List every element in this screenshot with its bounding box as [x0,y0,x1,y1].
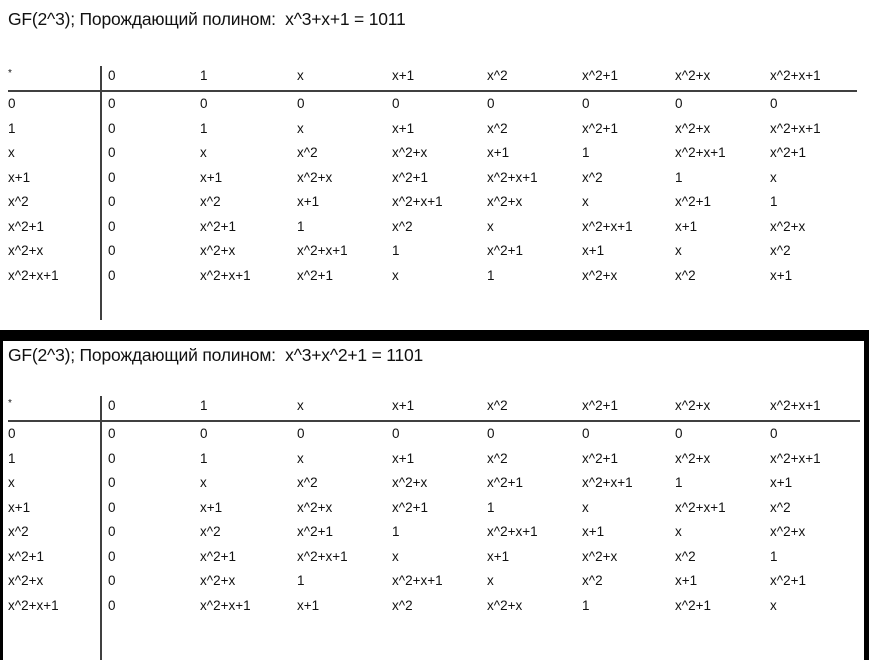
table-cell: x+1 [392,451,415,466]
table-cell: x+1 [487,145,510,160]
table-cell: 0 [108,500,116,515]
table-cell: x^2+1 [200,219,236,234]
table-cell: 0 [582,426,590,441]
table-cell: 0 [200,96,208,111]
table-cell: x [582,194,589,209]
table-cell: x^2+x [392,145,428,160]
table-cell: x^2+x [297,170,333,185]
table-title: GF(2^3); Порождающий полином: x^3+x+1 = 1011 [8,9,406,29]
table-cell: 1 [297,573,305,588]
table-cell: x [297,121,304,136]
table-cell: x+1 [582,243,605,258]
table-cell: 1 [392,243,400,258]
row-header: x^2+x [8,573,44,588]
table-cell: x^2+1 [297,268,333,283]
header-divider [8,90,857,92]
table-cell: x [770,598,777,613]
table-cell: x+1 [200,170,223,185]
column-header: x^2+1 [582,68,618,83]
row-header: x^2+1 [8,219,44,234]
table-cell: 0 [108,268,116,283]
table-cell: x^2+1 [392,500,428,515]
column-header: x^2 [487,398,508,413]
row-header: 0 [8,96,16,111]
table-cell: x^2+1 [582,451,618,466]
table-cell: 0 [392,96,400,111]
table-cell: 0 [108,96,116,111]
table-cell: x^2 [582,573,603,588]
row-header: 1 [8,451,16,466]
table-cell: x^2+1 [487,475,523,490]
table-cell: 0 [392,426,400,441]
table-cell: 0 [108,549,116,564]
table-cell: x [392,268,399,283]
table-cell: 0 [108,475,116,490]
table-cell: x^2+x+1 [487,524,538,539]
table-cell: x+1 [675,573,698,588]
table-cell: x^2 [392,598,413,613]
row-header: 1 [8,121,16,136]
table-cell: 0 [582,96,590,111]
table-cell: x+1 [770,475,793,490]
corner-cell: * [8,398,12,409]
table-cell: x^2+x+1 [770,451,821,466]
table-cell: x [487,573,494,588]
table-cell: 0 [108,219,116,234]
row-header: x^2+x [8,243,44,258]
table-cell: x^2+1 [297,524,333,539]
header-divider [8,420,860,422]
table-cell: x^2+x [770,219,806,234]
table-cell: x^2+x [487,598,523,613]
table-cell: 1 [675,475,683,490]
table-cell: 1 [582,598,590,613]
column-header: x [297,398,304,413]
table-cell: 1 [392,524,400,539]
table-cell: 1 [200,121,208,136]
row-header: x+1 [8,500,31,515]
table-cell: x^2 [770,243,791,258]
table-cell: x^2+x [200,573,236,588]
table-cell: 0 [487,426,495,441]
row-header: 0 [8,426,16,441]
table-cell: x+1 [297,194,320,209]
table-cell: x+1 [392,121,415,136]
row-header: x^2+x+1 [8,598,59,613]
table-cell: x [675,243,682,258]
row-header: x^2+1 [8,549,44,564]
table-cell: 0 [108,121,116,136]
table-cell: 0 [200,426,208,441]
table-cell: x^2+x+1 [582,475,633,490]
table-cell: 1 [770,194,778,209]
row-header-divider [100,66,102,320]
column-header: x^2+x [675,398,711,413]
table-cell: x^2+x+1 [487,170,538,185]
table-cell: x^2 [297,475,318,490]
table-cell: x^2+x+1 [200,598,251,613]
corner-cell: * [8,68,12,79]
table-cell: x [487,219,494,234]
table-cell: 0 [108,451,116,466]
table-cell: x+1 [297,598,320,613]
table-cell: x^2 [200,194,221,209]
table-cell: 1 [770,549,778,564]
table-cell: x^2+x+1 [297,549,348,564]
table-cell: x^2+1 [675,194,711,209]
column-header: 0 [108,68,116,83]
table-cell: x^2+x [582,268,618,283]
row-header: x [8,145,15,160]
table-cell: x^2+x [582,549,618,564]
table-title: GF(2^3); Порождающий полином: x^3+x^2+1 = 1101 [8,345,424,365]
panel-frame [0,330,869,660]
column-header: x^2+x+1 [770,68,821,83]
table-cell: 1 [200,451,208,466]
table-cell: 0 [487,96,495,111]
table-cell: x^2+x+1 [297,243,348,258]
table-cell: 0 [108,170,116,185]
multiplication-table-panel-1101 [3,341,864,660]
table-cell: 0 [108,426,116,441]
table-cell: x+1 [582,524,605,539]
table-cell: x^2+1 [200,549,236,564]
table-cell: 0 [108,145,116,160]
table-cell: x+1 [675,219,698,234]
table-cell: x^2+x+1 [582,219,633,234]
row-header: x^2 [8,194,29,209]
column-header: x^2 [487,68,508,83]
table-cell: x^2 [675,549,696,564]
table-cell: 0 [108,524,116,539]
table-cell: x+1 [770,268,793,283]
table-cell: x [675,524,682,539]
table-cell: 0 [108,194,116,209]
table-cell: x^2+1 [770,145,806,160]
column-header: x^2+x+1 [770,398,821,413]
table-cell: 0 [297,426,305,441]
column-header: x^2+x [675,68,711,83]
table-cell: x [582,500,589,515]
table-cell: x+1 [200,500,223,515]
table-cell: x^2+1 [675,598,711,613]
table-cell: 0 [675,96,683,111]
table-cell: x^2+x+1 [200,268,251,283]
table-cell: 0 [108,573,116,588]
table-cell: x^2 [487,121,508,136]
table-cell: x [770,170,777,185]
column-header: x [297,68,304,83]
table-cell: x [392,549,399,564]
column-header: 0 [108,398,116,413]
table-cell: x+1 [487,549,510,564]
table-cell: 0 [770,96,778,111]
table-cell: x^2+x+1 [675,145,726,160]
table-cell: x^2+1 [487,243,523,258]
row-header: x^2 [8,524,29,539]
table-cell: x^2 [392,219,413,234]
table-cell: x^2+x [487,194,523,209]
table-cell: 1 [582,145,590,160]
table-cell: x^2 [487,451,508,466]
table-cell: x^2+x+1 [392,194,443,209]
table-cell: 1 [487,500,495,515]
table-cell: x [200,475,207,490]
table-cell: x^2+x [392,475,428,490]
table-cell: 1 [675,170,683,185]
table-cell: x^2+1 [582,121,618,136]
row-header: x [8,475,15,490]
table-cell: x^2+x [200,243,236,258]
column-header: x+1 [392,398,415,413]
table-cell: x [200,145,207,160]
table-cell: x^2 [582,170,603,185]
row-header: x+1 [8,170,31,185]
table-cell: x^2 [200,524,221,539]
table-cell: x^2+x+1 [675,500,726,515]
table-cell: 0 [770,426,778,441]
table-cell: x^2 [297,145,318,160]
table-cell: x^2+x+1 [392,573,443,588]
table-cell: x^2+x [675,451,711,466]
multiplication-table [3,341,864,660]
table-cell: 0 [108,243,116,258]
column-header: x+1 [392,68,415,83]
table-cell: x^2+1 [392,170,428,185]
table-cell: x^2+1 [770,573,806,588]
table-cell: 0 [297,96,305,111]
table-cell: x^2 [675,268,696,283]
table-cell: x^2+x [297,500,333,515]
table-cell: x [297,451,304,466]
table-cell: 0 [675,426,683,441]
table-cell: 1 [487,268,495,283]
row-header-divider [100,396,102,660]
table-cell: x^2+x+1 [770,121,821,136]
column-header: 1 [200,398,208,413]
row-header: x^2+x+1 [8,268,59,283]
table-cell: x^2 [770,500,791,515]
table-cell: x^2+x [770,524,806,539]
column-header: 1 [200,68,208,83]
column-header: x^2+1 [582,398,618,413]
table-cell: x^2+x [675,121,711,136]
table-cell: 1 [297,219,305,234]
table-cell: 0 [108,598,116,613]
